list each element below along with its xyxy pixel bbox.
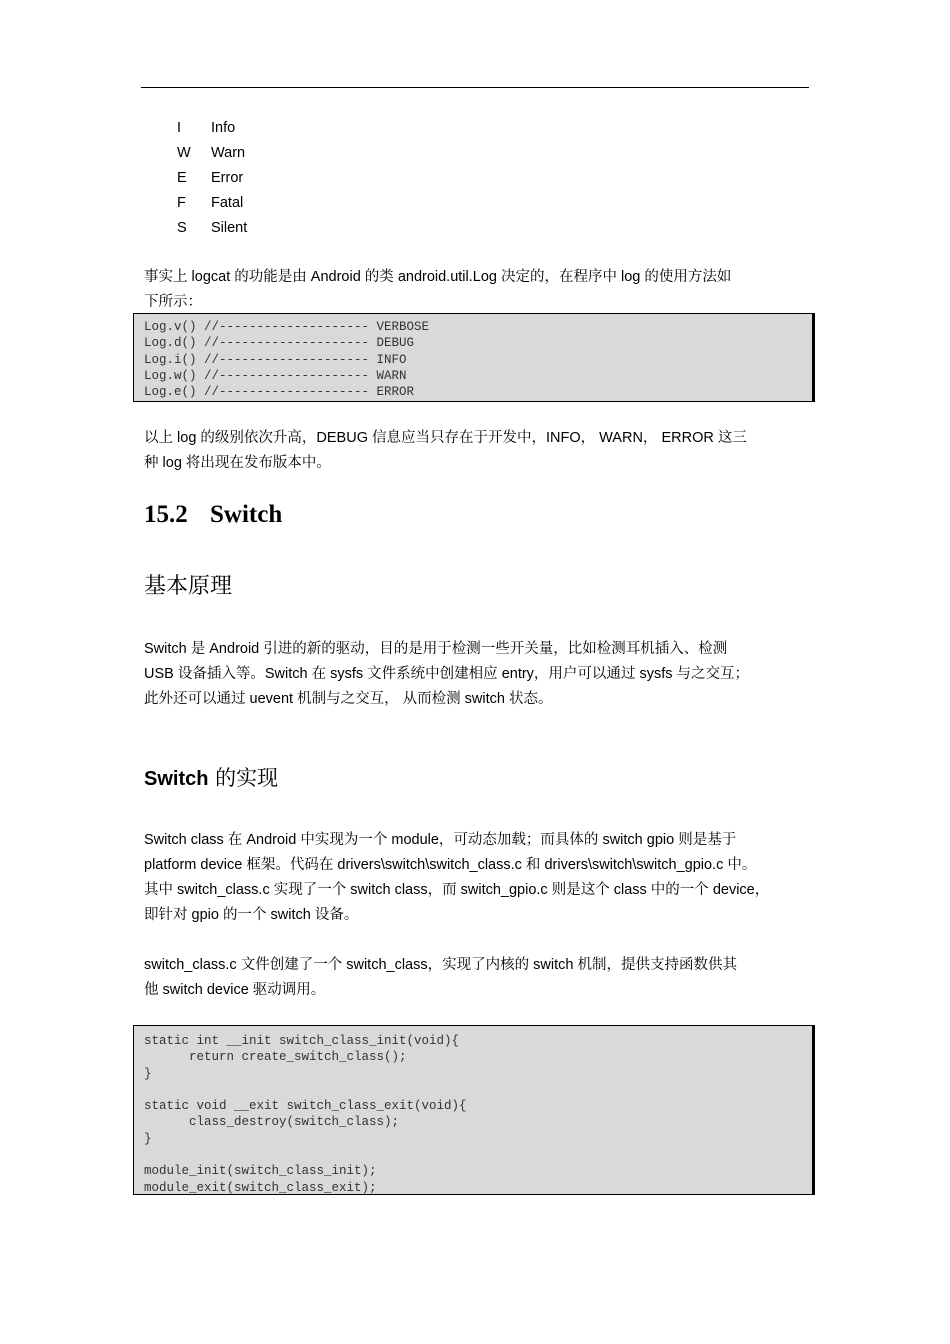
subheading-impl-rest: 的实现 bbox=[208, 766, 279, 790]
paragraph-class bbox=[144, 953, 808, 1003]
level-name: Fatal bbox=[211, 195, 244, 211]
code-line: class_destroy(switch_class); bbox=[144, 1115, 400, 1130]
code-block-log bbox=[133, 313, 815, 402]
code-line: static int __init switch_class_init(void){ bbox=[144, 1034, 460, 1048]
code-line bbox=[144, 1147, 802, 1163]
level-code: F bbox=[177, 195, 186, 211]
section-number: 15.2 bbox=[144, 501, 188, 528]
text-line: USB 设备插入等。Switch 在 sysfs 文件系统中创建相应 entry，用户可以通过 sysfs 与之交互； bbox=[144, 666, 750, 682]
list-item bbox=[177, 191, 247, 216]
code-line: Log.i() //-------------------- INFO bbox=[144, 352, 407, 367]
text-line: Switch class 在 Android 中实现为一个 module，可动态加载；而具体的 switch gpio 则是基于 bbox=[144, 832, 737, 848]
text-line: platform device 框架。代码在 drivers\switch\switch_class.c 和 drivers\switch\switch_gpio.c 中。 bbox=[144, 857, 757, 873]
code-line: return create_switch_class(); bbox=[144, 1050, 407, 1065]
list-item bbox=[177, 166, 247, 191]
text-line: 其中 switch_class.c 实现了一个 switch class，而 switch_gpio.c 则是这个 class 中的一个 device， bbox=[144, 882, 770, 898]
text-line: Switch 是 Android 引进的新的驱动，目的是用于检测一些开关量，比如检测耳机插入、检测 bbox=[144, 641, 728, 657]
code-line: static void __exit switch_class_exit(void){ bbox=[144, 1099, 467, 1114]
code-line bbox=[144, 1082, 802, 1098]
code-line: Log.e() //-------------------- ERROR bbox=[144, 385, 415, 400]
code-line: module_init(switch_class_init); bbox=[144, 1164, 377, 1179]
level-code: S bbox=[177, 220, 187, 236]
code-block-switch bbox=[133, 1025, 815, 1195]
level-name: Error bbox=[211, 170, 244, 186]
level-code: W bbox=[177, 145, 191, 161]
level-code: E bbox=[177, 170, 187, 186]
header-rule bbox=[141, 87, 809, 88]
list-item bbox=[177, 141, 247, 166]
paragraph-logcat bbox=[144, 265, 808, 315]
text-line: 此外还可以通过 uevent 机制与之交互， 从而检测 switch 状态。 bbox=[144, 691, 553, 707]
paragraph-impl bbox=[144, 828, 808, 928]
paragraph-basic bbox=[144, 637, 808, 712]
text-line: 以上 log 的级别依次升高，DEBUG 信息应当只存在于开发中，INFO， WARN， ERROR 这三 bbox=[144, 430, 747, 446]
subheading-impl-latin: Switch bbox=[144, 768, 209, 790]
level-code: I bbox=[177, 120, 182, 136]
subheading-basic: 基本原理 bbox=[144, 574, 233, 599]
text-line: 下所示： bbox=[144, 294, 202, 310]
paragraph-levels bbox=[144, 426, 808, 476]
code-line: Log.d() //-------------------- DEBUG bbox=[144, 336, 415, 351]
text-line: 事实上 logcat 的功能是由 Android 的类 android.util.Log 决定的，在程序中 log 的使用方法如 bbox=[144, 269, 732, 285]
code-line: Log.v() //-------------------- VERBOSE bbox=[144, 320, 430, 334]
level-name: Warn bbox=[211, 145, 246, 161]
list-item bbox=[177, 216, 247, 241]
section-heading bbox=[144, 498, 282, 532]
code-line: } bbox=[144, 1131, 152, 1146]
code-line: } bbox=[144, 1066, 152, 1081]
log-level-list bbox=[177, 116, 247, 241]
level-name: Info bbox=[211, 120, 236, 136]
code-line: Log.w() //-------------------- WARN bbox=[144, 368, 407, 383]
text-line: switch_class.c 文件创建了一个 switch_class，实现了内核的 switch 机制，提供支持函数供其 bbox=[144, 957, 737, 973]
subheading-impl bbox=[144, 762, 278, 795]
list-item bbox=[177, 116, 247, 141]
level-name: Silent bbox=[211, 220, 248, 236]
text-line: 即针对 gpio 的一个 switch 设备。 bbox=[144, 907, 359, 923]
code-line: module_exit(switch_class_exit); bbox=[144, 1180, 377, 1195]
text-line: 种 log 将出现在发布版本中。 bbox=[144, 455, 331, 471]
text-line: 他 switch device 驱动调用。 bbox=[144, 982, 326, 998]
section-title: Switch bbox=[210, 501, 283, 528]
